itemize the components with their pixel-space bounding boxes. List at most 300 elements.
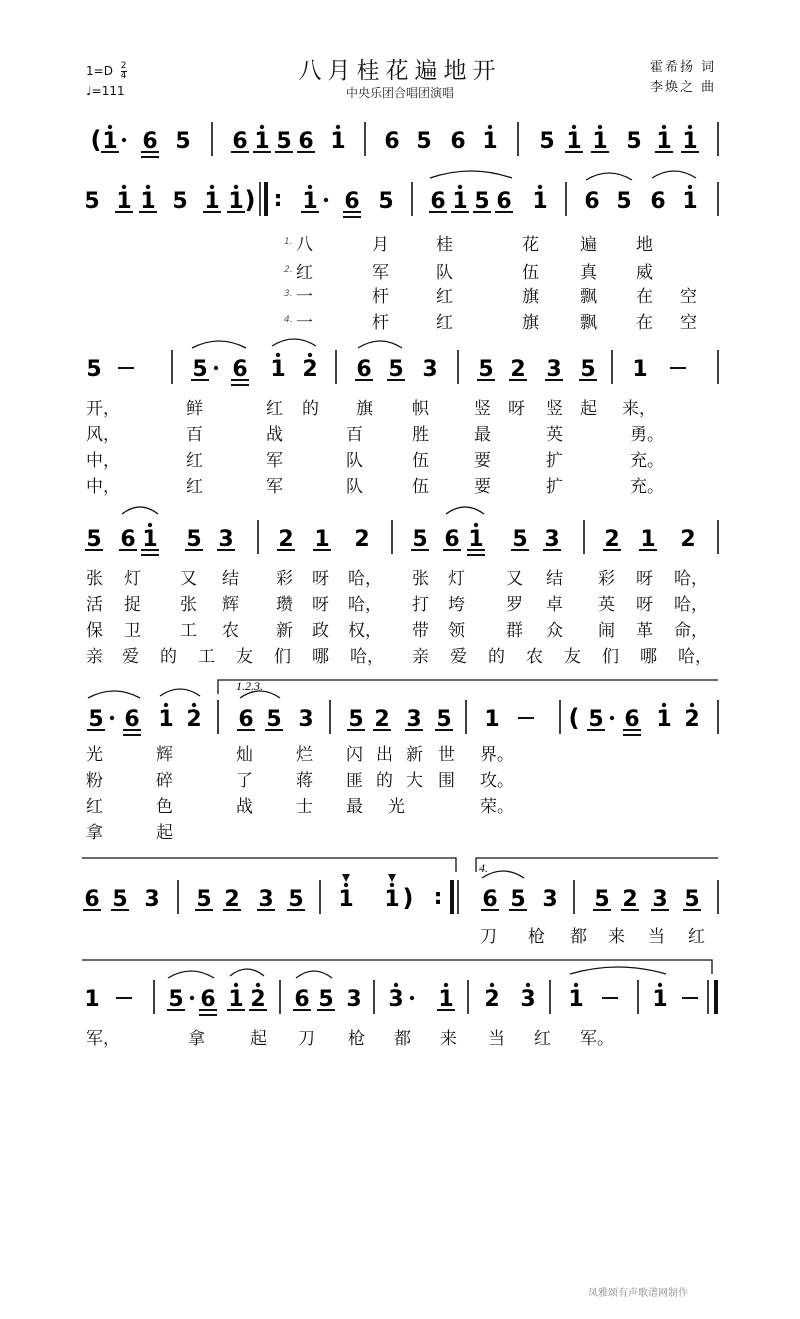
time-sig-top: 2 [120,61,127,71]
note: 1 [568,987,584,1012]
lyric-char: 威 [636,263,653,283]
lyric-char: 红 [534,1029,551,1049]
note: 2 [302,357,318,382]
note: 2 [684,707,700,732]
note: 1 [330,129,346,154]
lyric-char: 拿 [188,1029,205,1049]
note: 2 [604,527,620,552]
note: 5 [626,129,642,154]
note: 2 [186,707,202,732]
lyric-char: 起 [156,823,173,843]
lyric-char: 们 [602,647,619,667]
note: 1 [302,189,318,214]
lyric-char: 都 [570,927,587,947]
lyric-char: 红 [186,477,203,497]
lyric-char: 哈， [674,595,708,615]
note: 3 [406,707,422,732]
note: 5 [276,129,292,154]
note: 2 [224,887,240,912]
lyric-char: 瓒 [276,595,293,615]
lyric-char: 帜 [412,399,429,419]
lyric-char: 农 [222,621,239,641]
lyric-char: 中， [86,477,120,497]
volta-label-first: 1.2.3. [236,679,263,693]
note: 5 [436,707,452,732]
lyric-char: 飘 [580,313,597,333]
note: 5 [168,987,184,1012]
note: 5 [86,527,102,552]
lyric-char: 色 [156,797,173,817]
note: 6 [124,707,140,732]
augmentation-dot [122,138,126,142]
note: 3 [258,887,274,912]
lyric-char: 扩 [546,477,563,497]
lyric-char: 在 [636,313,653,333]
lyric-char: 杆 [372,313,389,333]
lyric-char: 张 [86,569,103,589]
lyric-char: 爱 [122,647,139,667]
high-octave-dot [458,185,462,189]
lyric-char: 队 [436,263,453,283]
lyric-char: 垮 [448,595,465,615]
note: 5 [512,527,528,552]
repeat-dots: : [433,885,443,910]
lyric-char: 充。 [630,477,664,497]
high-octave-dot [256,983,260,987]
verse-number: 3. [284,289,293,299]
augmentation-dot [410,996,414,1000]
lyric-char: 革 [636,621,653,641]
lyric-char: 呀 [312,569,329,589]
lyric-char: 伍 [412,477,429,497]
lyric-char: 花 [522,235,539,255]
lyric-char: 新 [406,745,423,765]
note: 3 [520,987,536,1012]
accent-mark [342,874,350,882]
high-octave-dot [574,983,578,987]
composer-credit: 李焕之 曲 [650,80,717,95]
high-octave-dot [488,125,492,129]
lyric-char: 又 [506,569,523,589]
note: 3 [144,887,160,912]
lyric-char: 烂 [296,745,313,765]
note: 5 [580,357,596,382]
lyric-char: 闹 [598,621,615,641]
repeat-dots: : [273,187,283,212]
note: 1 [140,189,156,214]
lyric-char: 遍 [580,235,597,255]
lyric-char: 光 [86,745,103,765]
slur [230,969,264,976]
lyric-char: 起 [580,399,597,419]
note: 3 [546,357,562,382]
note: 1 [682,189,698,214]
lyric-char: 竖 [546,399,563,419]
lyric-char: 了 [236,771,253,791]
augmentation-dot [610,716,614,720]
note: 6 [584,189,600,214]
note: 1 [656,707,672,732]
lyric-char: 群 [506,621,523,641]
note: 1 [438,987,454,1012]
note: 5 [474,189,490,214]
lyric-char: 辉 [156,745,173,765]
lyric-char: 空 [680,313,697,333]
lyric-char: 碎 [156,771,173,791]
slur [160,689,200,696]
volta-label-fourth: 4. [479,861,488,875]
high-octave-dot [662,125,666,129]
note: 5 [288,887,304,912]
lyric-char: 刀 [480,927,497,947]
note: 6 [482,887,498,912]
note: 6 [294,987,310,1012]
slur [446,507,484,514]
note: 5 [412,527,428,552]
lyric-char: 士 [296,797,313,817]
lyric-char: 灯 [448,569,465,589]
high-octave-dot [148,523,152,527]
lyric-char: 红 [266,399,283,419]
lyric-char: 扩 [546,451,563,471]
note: 6 [232,357,248,382]
lyric-char: 张 [180,595,197,615]
lyric-char: 世 [438,745,455,765]
high-octave-dot [598,125,602,129]
high-octave-dot [526,983,530,987]
high-octave-dot [690,703,694,707]
volta-bracket-fourth [476,858,718,872]
lyric-char: 军。 [580,1029,614,1049]
lyric-char: 杆 [372,287,389,307]
lyric-char: 哈， [678,647,712,667]
lyric-char: 的 [160,647,177,667]
note: 2 [680,527,696,552]
verse-number: 4. [284,315,293,325]
note: 5 [88,707,104,732]
lyric-char: 战 [236,797,253,817]
high-octave-dot [658,983,662,987]
note: 6 [384,129,400,154]
lyric-char: 结 [222,569,239,589]
note: 2 [354,527,370,552]
note: 2 [510,357,526,382]
note: 1 [482,129,498,154]
note: 6 [650,189,666,214]
note: 1 [532,189,548,214]
slur [122,507,158,514]
note: 6 [238,707,254,732]
note: 1 [204,189,220,214]
slur [570,967,666,974]
tempo-mark: ♩=111 [86,84,125,98]
key-label: 1=D [86,64,113,78]
lyric-char: 军 [372,263,389,283]
lyric-char: 哈， [350,647,384,667]
lyric-char: 打 [412,595,429,615]
lyric-char: 来， [622,399,656,419]
lyric-char: 旗 [356,399,373,419]
lyric-char: 友 [236,647,253,667]
accent-mark [388,874,396,882]
lyric-char: 红 [688,927,705,947]
note: 5 [588,707,604,732]
lyric-char: 保 [86,621,103,641]
lyric-char: 队 [346,477,363,497]
paren-close: ) [402,884,414,912]
lyric-char: 鲜 [186,399,203,419]
note: 6 [444,527,460,552]
slur [482,871,524,878]
verse-number: 1. [284,237,293,247]
note: 1 [254,129,270,154]
note: 3 [544,527,560,552]
volta-bracket-end [82,858,456,872]
note: 5 [186,527,202,552]
lyric-char: 开， [86,399,120,419]
lyric-char: 蒋 [296,771,313,791]
lyric-char: 灿 [236,745,253,765]
footer-credit: 凤雅颂有声歌谱网制作 [588,1288,688,1299]
note: 5 [378,189,394,214]
slur [296,971,332,978]
lyric-char: 竖 [474,399,491,419]
note: 3 [218,527,234,552]
lyric-char: 彩 [598,569,615,589]
lyric-char: 活 [86,595,103,615]
note: 2 [250,987,266,1012]
lyric-char: 哈， [348,569,382,589]
lyric-char: 在 [636,287,653,307]
note: 5 [616,189,632,214]
lyric-char: 队 [346,451,363,471]
high-octave-dot [234,185,238,189]
note: 1 [270,357,286,382]
note: 5 [388,357,404,382]
lyric-char: 匪 [346,771,363,791]
lyric-char: 众 [546,621,563,641]
verse-number: 2. [284,265,293,275]
lyric-char: 罗 [506,595,523,615]
lyric-char: 出 [376,745,393,765]
page-title: 八月桂花遍地开 [298,58,502,84]
lyric-char: 红 [86,797,103,817]
lyric-char: 攻。 [480,771,514,791]
lyric-char: 捉 [124,595,141,615]
note: 1 [116,189,132,214]
lyric-char: 卓 [546,595,563,615]
lyric-char: 农 [526,647,543,667]
note: 1 [652,987,668,1012]
lyric-char: 光 [388,797,405,817]
lyric-char: 勇。 [630,425,664,445]
slur [272,339,316,346]
lyric-char: 粉 [86,771,103,791]
lyric-char: 英 [598,595,615,615]
lyric-char: 又 [180,569,197,589]
lyric-char: 当 [488,1029,505,1049]
high-octave-dot [390,883,394,887]
lyric-char: 军 [266,451,283,471]
lyric-char: 工 [180,621,197,641]
paren-open: ( [90,126,102,154]
lyric-char: 结 [546,569,563,589]
performer-credit: 中央乐团合唱团演唱 [345,86,454,100]
lyric-char: 带 [412,621,429,641]
lyric-char: 旗 [522,313,539,333]
augmentation-dot [110,716,114,720]
lyric-char: 爱 [450,647,467,667]
lyric-char: 红 [436,313,453,333]
lyric-char: 英 [546,425,563,445]
lyric-char: 辉 [222,595,239,615]
high-octave-dot [688,185,692,189]
lyric-char: 要 [474,451,491,471]
augmentation-dot [214,366,218,370]
lyric-char: 命， [674,621,708,641]
high-octave-dot [688,125,692,129]
volta-bracket-first [218,680,718,694]
lyric-char: 胜 [412,425,429,445]
note: 5 [172,189,188,214]
high-octave-dot [344,883,348,887]
paren-open: ( [568,704,580,732]
lyric-char: 战 [266,425,283,445]
lyric-char: 政 [312,621,329,641]
lyric-char: 领 [448,621,465,641]
high-octave-dot [490,983,494,987]
lyric-char: 风， [86,425,120,445]
note: 1 [384,887,400,912]
lyric-char: 闪 [346,745,363,765]
lyric-char: 拿 [86,823,103,843]
note: 2 [622,887,638,912]
note: 5 [539,129,555,154]
lyric-char: 红 [296,263,313,283]
note: 6 [200,987,216,1012]
note: 5 [192,357,208,382]
lyric-char: 大 [406,771,423,791]
note: 1 [640,527,656,552]
lyric-char: 百 [346,425,363,445]
high-octave-dot [146,185,150,189]
lyric-char: 新 [276,621,293,641]
paren-close: ) [244,186,256,214]
lyric-char: 地 [636,235,653,255]
lyric-char: 八 [296,235,313,255]
lyric-char: 伍 [412,451,429,471]
high-octave-dot [234,983,238,987]
note: 6 [624,707,640,732]
lyric-char: 军 [266,477,283,497]
lyric-char: 最 [346,797,363,817]
high-octave-dot [210,185,214,189]
lyric-char: 中， [86,451,120,471]
note: 3 [388,987,404,1012]
lyric-char: 月 [372,235,389,255]
lyric-char: 来 [608,927,625,947]
note: 1 [338,887,354,912]
slur [586,173,632,180]
lyric-char: 红 [186,451,203,471]
lyric-char: 都 [394,1029,411,1049]
note: 2 [374,707,390,732]
lyric-char: 权， [348,621,382,641]
note: 1 [84,987,100,1012]
lyric-char: 枪 [528,927,545,947]
note: 5 [86,357,102,382]
lyric-char: 百 [186,425,203,445]
note: 1 [228,189,244,214]
note: 5 [416,129,432,154]
lyric-char: 呀 [312,595,329,615]
augmentation-dot [324,198,328,202]
note: 1 [566,129,582,154]
lyric-char: 彩 [276,569,293,589]
note: 6 [356,357,372,382]
lyric-char: 红 [436,287,453,307]
lyric-char: 荣。 [480,797,514,817]
lyric-char: 哈， [674,569,708,589]
high-octave-dot [474,523,478,527]
note: 6 [298,129,314,154]
lyric-char: 的 [302,399,319,419]
lyric-char: 刀 [298,1029,315,1049]
note: 3 [652,887,668,912]
note: 1 [592,129,608,154]
note: 3 [298,707,314,732]
note: 1 [314,527,330,552]
high-octave-dot [308,185,312,189]
note: 6 [232,129,248,154]
note: 6 [142,129,158,154]
lyric-char: 呀 [636,595,653,615]
note: 1 [656,129,672,154]
note: 5 [318,987,334,1012]
lyric-char: 充。 [630,451,664,471]
note: 3 [542,887,558,912]
lyricist-credit: 霍希扬 词 [650,60,717,75]
note: 1 [102,129,118,154]
slur [430,171,512,178]
high-octave-dot [164,703,168,707]
lyric-char: 的 [488,647,505,667]
lyric-char: 呀 [636,569,653,589]
lyric-char: 哪 [640,647,657,667]
lyric-char: 呀 [508,399,525,419]
lyric-char: 亲 [86,647,103,667]
lyric-char: 空 [680,287,697,307]
note: 5 [478,357,494,382]
note: 3 [422,357,438,382]
lyric-char: 真 [580,263,597,283]
note: 1 [632,357,648,382]
lyric-char: 起 [250,1029,267,1049]
note: 5 [266,707,282,732]
high-octave-dot [192,703,196,707]
lyric-char: 界。 [480,745,514,765]
note: 5 [196,887,212,912]
note: 6 [120,527,136,552]
lyric-char: 哪 [312,647,329,667]
lyric-char: 卫 [124,621,141,641]
lyric-char: 们 [274,647,291,667]
time-sig-bottom: 4 [120,71,127,81]
note: 2 [484,987,500,1012]
lyric-char: 飘 [580,287,597,307]
note: 1 [682,129,698,154]
augmentation-dot [190,996,194,1000]
